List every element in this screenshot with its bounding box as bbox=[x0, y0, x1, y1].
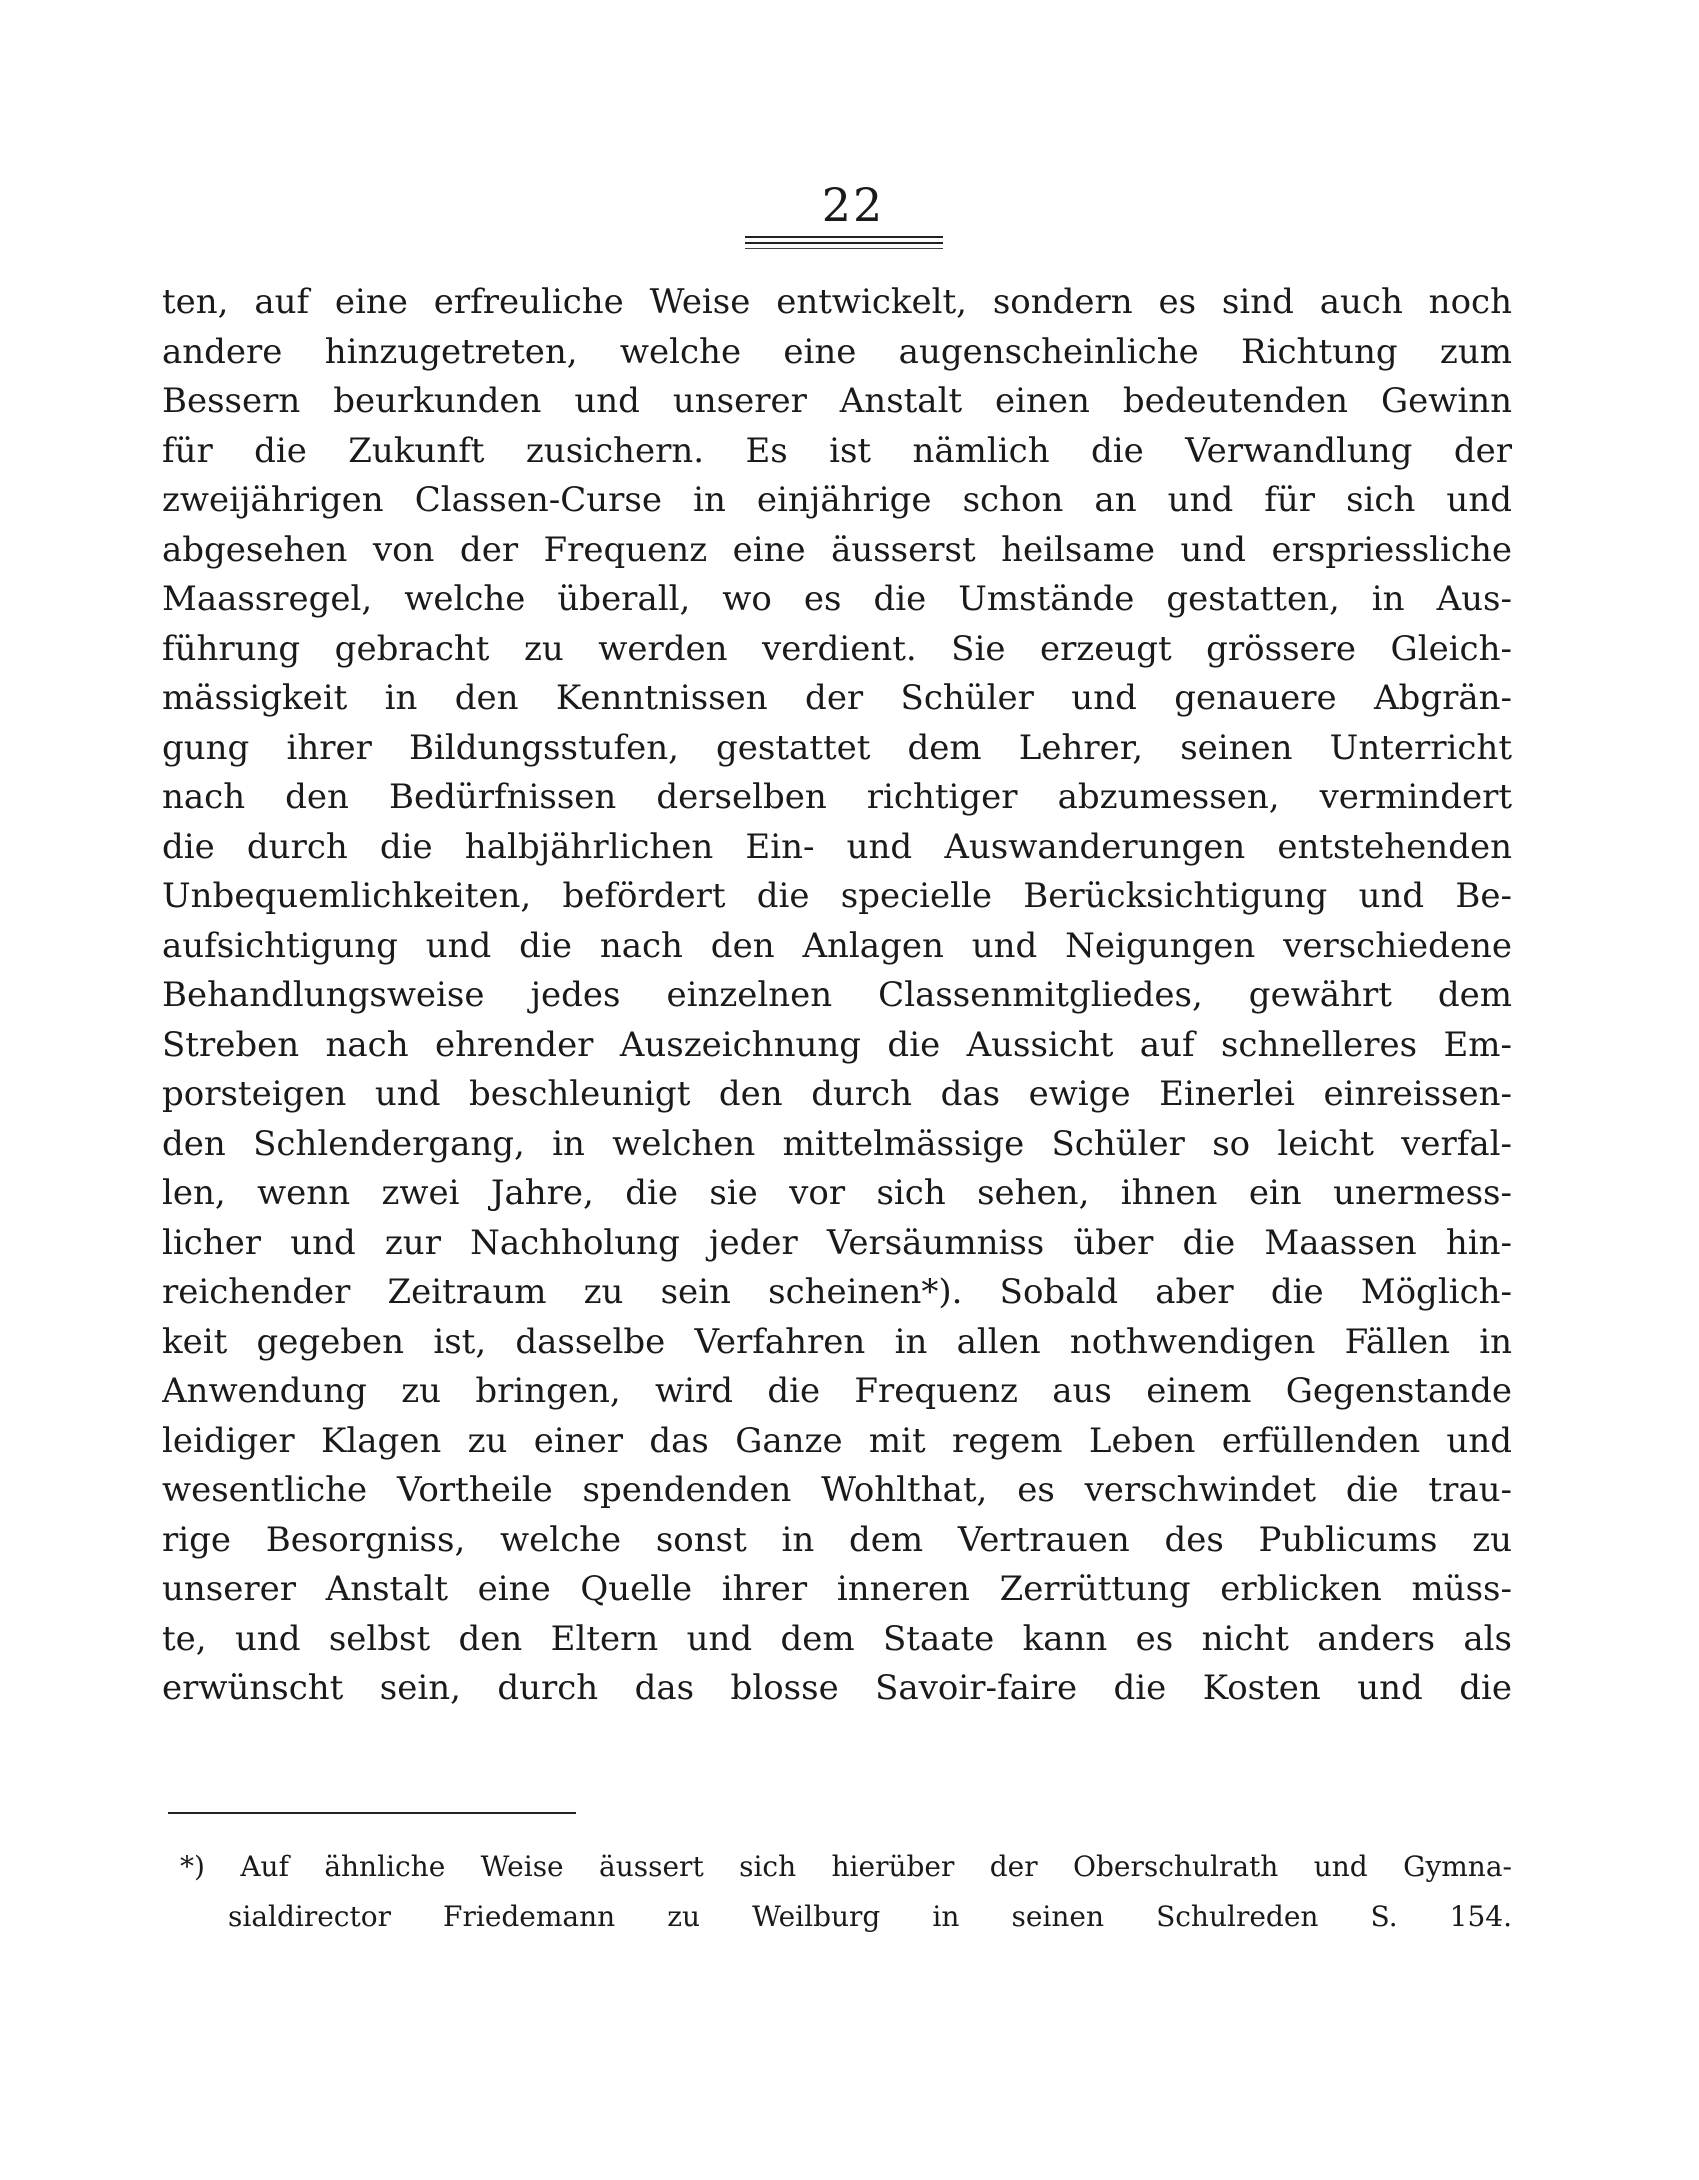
text-line: mässigkeit in den Kenntnissen der Schüler und genauere Abgrän- bbox=[162, 678, 1512, 718]
text-line: andere hinzugetreten, welche eine augenscheinliche Richtung zum bbox=[162, 331, 1512, 372]
header-rule bbox=[745, 242, 943, 244]
text-line: führung gebracht zu werden verdient. Sie erzeugt grössere Gleich- bbox=[162, 628, 1512, 669]
text-line: porsteigen und beschleunigt den durch das ewige Einerlei einreissen- bbox=[162, 1074, 1512, 1114]
text-line: zweijährigen Classen-Curse in einjährige schon an und für sich und bbox=[162, 480, 1512, 520]
text-line: für die Zukunft zusichern. Es ist nämlich die Verwandlung der bbox=[162, 430, 1512, 471]
text-line: abgesehen von der Frequenz eine äusserst heilsame und erspriessliche bbox=[162, 529, 1512, 570]
text-line: unserer Anstalt eine Quelle ihrer inneren Zerrüttung erblicken müss- bbox=[162, 1569, 1512, 1609]
footnote bbox=[180, 1842, 1512, 1942]
text-line: Behandlungsweise jedes einzelnen Classenmitgliedes, gewährt dem bbox=[162, 975, 1512, 1015]
text-line: ten, auf eine erfreuliche Weise entwickelt, sondern es sind auch noch bbox=[162, 282, 1512, 322]
text-line: den Schlendergang, in welchen mittelmässige Schüler so leicht verfal- bbox=[162, 1123, 1512, 1164]
text-line: keit gegeben ist, dasselbe Verfahren in allen nothwendigen Fällen in bbox=[162, 1321, 1512, 1362]
footnote-line: *) Auf ähnliche Weise äussert sich hierüber der Oberschulrath und Gymna- bbox=[180, 1850, 1512, 1883]
text-line: wesentliche Vortheile spendenden Wohlthat, es verschwindet die trau- bbox=[162, 1470, 1512, 1510]
text-line: erwünscht sein, durch das blosse Savoir-faire die Kosten und die bbox=[162, 1668, 1512, 1708]
text-line: leidiger Klagen zu einer das Ganze mit regem Leben erfüllenden und bbox=[162, 1420, 1512, 1461]
text-line: gung ihrer Bildungsstufen, gestattet dem Lehrer, seinen Unterricht bbox=[162, 727, 1512, 768]
header-rule bbox=[745, 236, 943, 238]
footnote-rule bbox=[168, 1812, 576, 1814]
text-line: aufsichtigung und die nach den Anlagen und Neigungen verschiedene bbox=[162, 925, 1512, 966]
page-number: 22 bbox=[821, 178, 885, 232]
text-line: Streben nach ehrender Auszeichnung die Aussicht auf schnelleres Em- bbox=[162, 1024, 1512, 1065]
text-line: Maassregel, welche überall, wo es die Umstände gestatten, in Aus- bbox=[162, 579, 1512, 619]
body-text bbox=[162, 278, 1512, 1714]
text-line: Unbequemlichkeiten, befördert die specielle Berücksichtigung und Be- bbox=[162, 876, 1512, 916]
text-line: Anwendung zu bringen, wird die Frequenz aus einem Gegenstande bbox=[162, 1371, 1512, 1411]
footnote-line: sialdirector Friedemann zu Weilburg in seinen Schulreden S. 154. bbox=[228, 1900, 1512, 1933]
text-line: nach den Bedürfnissen derselben richtiger abzumessen, vermindert bbox=[162, 777, 1512, 817]
text-line: reichender Zeitraum zu sein scheinen*). Sobald aber die Möglich- bbox=[162, 1272, 1512, 1312]
text-line: te, und selbst den Eltern und dem Staate kann es nicht anders als bbox=[162, 1618, 1512, 1659]
text-line: licher und zur Nachholung jeder Versäumniss über die Maassen hin- bbox=[162, 1222, 1512, 1263]
text-line: Bessern beurkunden und unserer Anstalt einen bedeutenden Gewinn bbox=[162, 381, 1512, 421]
text-line: len, wenn zwei Jahre, die sie vor sich sehen, ihnen ein unermess- bbox=[162, 1173, 1512, 1213]
header-rule bbox=[745, 248, 943, 249]
text-line: rige Besorgniss, welche sonst in dem Vertrauen des Publicums zu bbox=[162, 1519, 1512, 1560]
text-line: die durch die halbjährlichen Ein- und Auswanderungen entstehenden bbox=[162, 826, 1512, 867]
